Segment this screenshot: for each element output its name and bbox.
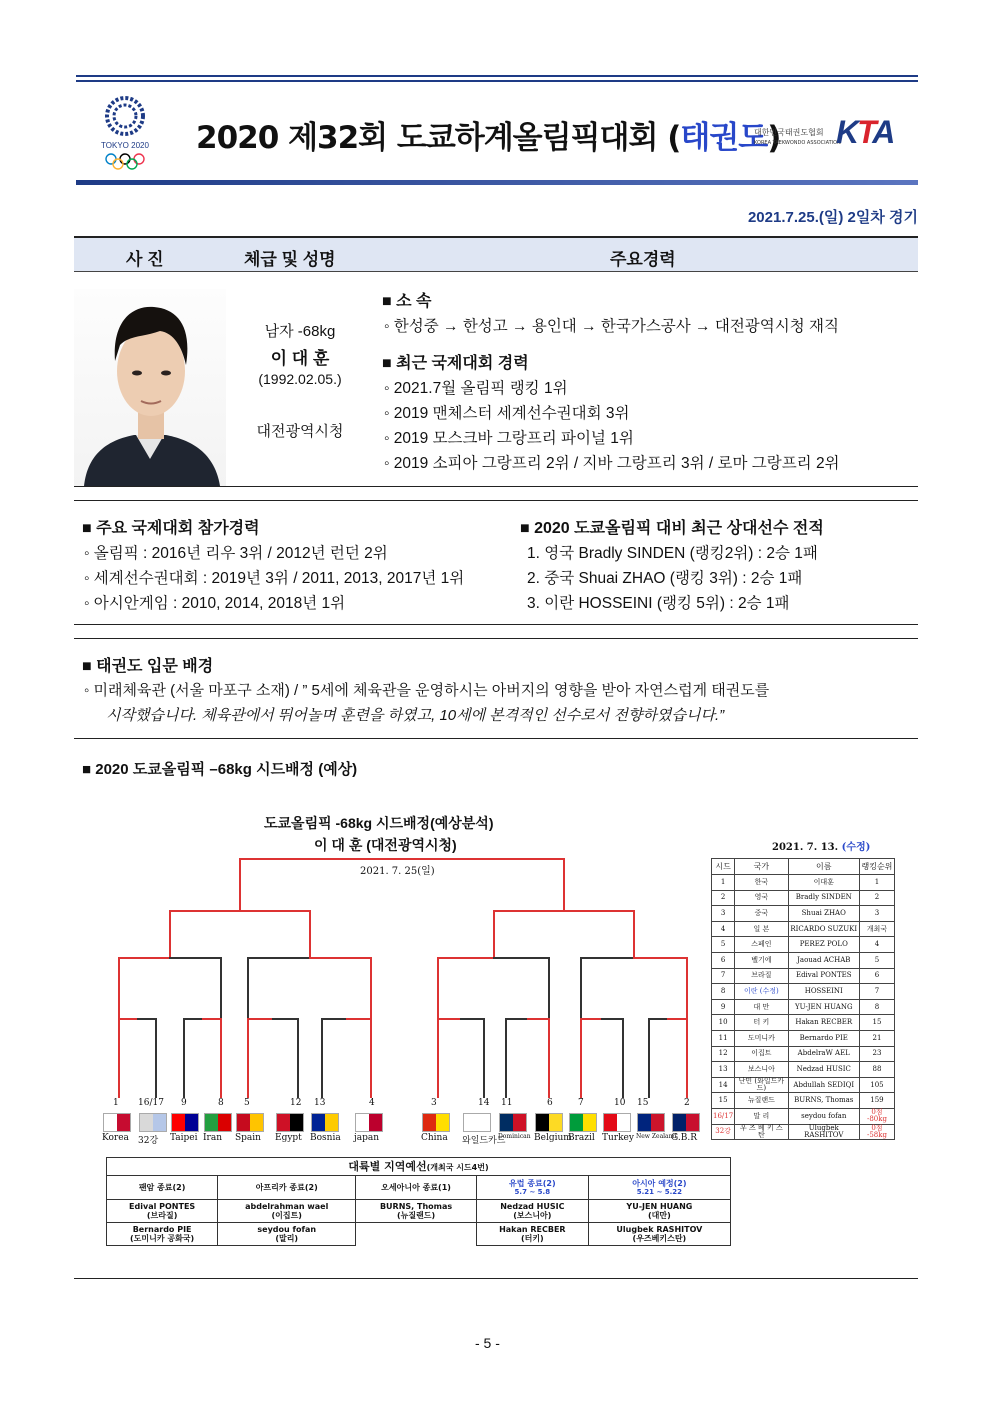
recent-intl-title: ■ 최근 국제대회 경력 xyxy=(382,355,529,372)
seed-number: 12 xyxy=(290,1098,302,1108)
seed-table-cell: 8 xyxy=(712,984,735,1000)
bracket-join-line xyxy=(247,1018,272,1020)
bracket-round3-line xyxy=(633,910,635,957)
seed-table-cell: 14 xyxy=(712,1077,735,1093)
seed-table-cell: 5 xyxy=(712,937,735,953)
seed-table-cell: 대 만 xyxy=(735,999,788,1015)
tokyo-logo-text: TOKYO 2020 xyxy=(101,141,149,150)
kta-korean: 대한민국태권도협회 xyxy=(754,128,824,137)
regional-header-date: 5.21 ~ 5.22 xyxy=(636,1187,683,1196)
regional-cell xyxy=(356,1200,477,1223)
seed-table xyxy=(711,858,895,1140)
bracket-join-line xyxy=(202,1018,223,1020)
seed-table-cell: 7 xyxy=(712,968,735,984)
seed-table-cell: 우 즈 베 키 스 탄 xyxy=(735,1124,788,1140)
opponents-title: ■ 2020 도쿄올림픽 대비 최근 상대선수 전적 xyxy=(520,520,824,537)
seed-table-cell: 벨기에 xyxy=(735,952,788,968)
seed-table-cell: 말 리 xyxy=(735,1108,788,1124)
major-intl-item: ◦ 올림픽 : 2016년 리우 3위 / 2012년 런던 2위 xyxy=(84,545,388,562)
regional-athlete: seydou fofan xyxy=(257,1225,317,1234)
bracket-round2-join xyxy=(247,957,309,959)
seed-table-cell: 3 xyxy=(712,906,735,922)
seed-table-cell: 스페인 xyxy=(735,937,788,953)
seed-table-row xyxy=(712,1030,895,1046)
regional-athlete: Bernardo PIE xyxy=(132,1225,192,1234)
country-flag-icon xyxy=(463,1113,491,1132)
bracket-leaf-line xyxy=(297,1018,299,1098)
recent-intl-item: ◦ 2021.7월 올림픽 랭킹 1위 xyxy=(384,380,568,397)
seed-table-cell: 6 xyxy=(712,952,735,968)
regional-header-cell xyxy=(588,1176,730,1200)
seed-table-row xyxy=(712,906,895,922)
bracket-leaf-line xyxy=(247,1018,249,1098)
regional-country: (뉴질랜드) xyxy=(396,1211,436,1220)
regional-title: 대륙별 지역예선 xyxy=(348,1159,427,1173)
seed-table-cell: 8 xyxy=(859,999,894,1015)
seed-table-header-cell: 시드 xyxy=(712,859,735,875)
recent-intl-item: ◦ 2019 모스크바 그랑프리 파이널 1위 xyxy=(384,430,634,447)
country-label: New Zealand xyxy=(636,1133,677,1140)
bracket-round2-line xyxy=(580,957,582,1018)
seed-table-cell: 15 xyxy=(712,1093,735,1109)
seed-table-cell: 16/17 xyxy=(712,1108,735,1124)
country-label: Turkey xyxy=(602,1133,634,1143)
regional-cell xyxy=(218,1223,356,1246)
country-flag-icon xyxy=(311,1113,339,1132)
seed-table-cell: 7 xyxy=(859,984,894,1000)
major-intl-title: ■ 주요 국제대회 참가경력 xyxy=(82,520,260,537)
seed-number: 5 xyxy=(244,1098,250,1108)
regional-qualifier-table xyxy=(106,1157,731,1246)
seed-table-cell: Jaouad ACHAB xyxy=(788,952,859,968)
page-title xyxy=(196,112,780,157)
seed-table-cell: 12 xyxy=(712,1046,735,1062)
bracket-leaf-line xyxy=(220,1018,222,1098)
seed-table-cell: Shuai ZHAO xyxy=(788,906,859,922)
bracket-round3-line xyxy=(493,910,495,957)
major-intl-item: ◦ 아시안게임 : 2010, 2014, 2018년 1위 xyxy=(84,595,346,612)
country-flag-icon xyxy=(276,1113,304,1132)
regional-header-cell xyxy=(476,1176,588,1200)
bracket-join-line xyxy=(460,1018,485,1020)
divider xyxy=(74,500,918,501)
bracket-leaf-line xyxy=(622,1018,624,1098)
country-flag-icon xyxy=(422,1113,450,1132)
divider xyxy=(74,624,918,625)
kta-name xyxy=(754,128,841,148)
regional-country: (브라질) xyxy=(146,1211,178,1220)
bracket-round3-join xyxy=(493,910,636,912)
regional-cell xyxy=(107,1200,218,1223)
seed-table-cell: 이대훈 xyxy=(788,875,859,891)
bracket-final-line xyxy=(239,858,241,910)
seed-table-row xyxy=(712,1077,895,1093)
bracket-final-join xyxy=(239,858,565,860)
seed-table-header-cell: 랭킹순위 xyxy=(859,859,894,875)
seed-table-cell: HOSSEINI xyxy=(788,984,859,1000)
seed-table-cell: Abdullah SEDIQI xyxy=(788,1077,859,1093)
seeding-title: ■ 2020 도쿄올림픽 –68kg 시드배정 (예상) xyxy=(82,761,358,778)
seed-table-cell: BURNS, Thomas xyxy=(788,1093,859,1109)
bracket-round3-line xyxy=(309,910,311,957)
country-label: G.B.R xyxy=(671,1133,697,1143)
seed-table-cell: 뉴질랜드 xyxy=(735,1093,788,1109)
seed-table-cell: Nedzad HUSIC xyxy=(788,1062,859,1078)
regional-header-cell xyxy=(218,1176,356,1200)
seed-table-header-cell: 국가 xyxy=(735,859,788,875)
match-date: 2021.7.25.(일) 2일차 경기 xyxy=(747,209,918,226)
regional-header-row xyxy=(107,1176,731,1200)
seed-number: 4 xyxy=(369,1098,375,1108)
seed-table-cell: 보스니아 xyxy=(735,1062,788,1078)
bracket-join-line xyxy=(321,1018,346,1020)
bracket-round2-join xyxy=(309,957,373,959)
regional-title-note: (개최국 시드4번) xyxy=(426,1162,489,1172)
seed-table-cell: 이란 (수정) xyxy=(735,984,788,1000)
regional-cell xyxy=(476,1223,588,1246)
bracket-round2-join xyxy=(633,957,688,959)
seed-table-cell: RICARDO SUZUKI xyxy=(788,921,859,937)
seed-table-cell: 도미니카 xyxy=(735,1030,788,1046)
country-label: 32강 xyxy=(138,1136,159,1146)
bracket-date: 2021. 7. 25(일) xyxy=(360,866,435,877)
bracket-leaf-line xyxy=(686,1018,688,1098)
seed-number: 10 xyxy=(614,1098,626,1108)
seed-table-header-cell: 이름 xyxy=(788,859,859,875)
bracket-subtitle: 이 대 훈 (대전광역시청) xyxy=(314,837,457,853)
regional-cell xyxy=(356,1223,477,1246)
seed-table-cell: 11 xyxy=(712,1030,735,1046)
page-number: - 5 - xyxy=(475,1335,500,1351)
seed-number: 3 xyxy=(431,1098,437,1108)
bracket-leaf-line xyxy=(648,1018,650,1098)
major-intl-item: ◦ 세계선수권대회 : 2019년 3위 / 2011, 2013, 2017년 1위 xyxy=(84,570,465,587)
seed-table-row xyxy=(712,1108,895,1124)
country-flag-icon xyxy=(499,1113,527,1132)
divider xyxy=(74,486,918,487)
bracket-join-line xyxy=(667,1018,688,1020)
opponent-item: 1. 영국 Bradly SINDEN (랭킹2위) : 2승 1패 xyxy=(527,545,818,562)
seed-number: 1 xyxy=(113,1098,119,1108)
bracket-join-line xyxy=(137,1018,158,1020)
background-line2: 시작했습니다. 체육관에서 뛰어놀며 훈련을 하였고, 10세에 본격적인 선수로서 전향하였습니다.” xyxy=(106,707,725,724)
bracket-round2-join xyxy=(437,957,493,959)
bracket-leaf-line xyxy=(437,1018,439,1098)
header-top-rule-2 xyxy=(76,80,918,82)
seed-table-row xyxy=(712,921,895,937)
seed-number: 14 xyxy=(478,1098,490,1108)
seed-table-cell: 23 xyxy=(859,1046,894,1062)
seed-number: 6 xyxy=(547,1098,553,1108)
country-label: Egypt xyxy=(275,1133,302,1143)
weight-class: 남자 -68kg xyxy=(264,323,336,340)
regional-athlete: Edival PONTES xyxy=(129,1202,196,1211)
seed-table-cell: 6 xyxy=(859,968,894,984)
seed-table-cell: Hakan RECBER xyxy=(788,1015,859,1031)
bracket-join-line xyxy=(118,1018,137,1020)
affiliation-path: ◦ 한성중 → 한성고 → 용인대 → 한국가스공사 → 대전광역시청 재직 xyxy=(384,318,839,335)
country-label: China xyxy=(421,1133,448,1143)
kta-logo: KTA xyxy=(836,114,894,150)
seed-table-row xyxy=(712,875,895,891)
seed-number: 11 xyxy=(501,1098,513,1108)
regional-cell xyxy=(588,1223,730,1246)
bracket-round2-line xyxy=(118,957,120,1018)
seed-table-cell: 105 xyxy=(859,1077,894,1093)
title-main: 2020 제32회 도쿄하계올림픽대회 ( xyxy=(196,120,681,156)
bracket-round2-line xyxy=(548,957,550,1018)
athlete-birth: (1992.02.05.) xyxy=(258,371,342,387)
regional-country: (말리) xyxy=(275,1234,299,1243)
country-label: Taipei xyxy=(170,1133,198,1143)
bracket-final-line xyxy=(563,858,565,910)
country-label: Dominican xyxy=(498,1133,531,1140)
seed-table-row xyxy=(712,890,895,906)
bracket-update-date xyxy=(772,838,870,853)
bracket-leaf-line xyxy=(483,1018,485,1098)
seed-table-cell: 브라질 xyxy=(735,968,788,984)
country-flag-icon xyxy=(171,1113,199,1132)
regional-cell xyxy=(107,1223,218,1246)
regional-header-label: 유럽 종료(2) xyxy=(509,1178,556,1188)
seed-table-cell: 3 xyxy=(859,906,894,922)
athlete-team: 대전광역시청 xyxy=(256,423,344,440)
regional-header-label: 아시아 예정(2) xyxy=(632,1178,687,1188)
seed-table-row xyxy=(712,1046,895,1062)
regional-athlete: abdelrahman wael xyxy=(245,1202,329,1211)
background-title: ■ 태권도 입문 배경 xyxy=(82,658,214,675)
country-flag-icon xyxy=(569,1113,597,1132)
bracket-join-line xyxy=(183,1018,202,1020)
athlete-photo xyxy=(74,289,226,486)
profile-table-header xyxy=(74,236,918,272)
update-note: (수정) xyxy=(841,842,871,853)
country-label: Korea xyxy=(102,1133,129,1143)
seed-table-cell: seydou fofan xyxy=(788,1108,859,1124)
regional-title-cell xyxy=(107,1158,731,1176)
seed-table-cell: 터 키 xyxy=(735,1015,788,1031)
seed-table-cell: 159 xyxy=(859,1093,894,1109)
country-label: Spain xyxy=(235,1133,261,1143)
bracket-round2-join xyxy=(169,957,222,959)
seed-number: 13 xyxy=(314,1098,326,1108)
regional-country: (대만) xyxy=(647,1211,671,1220)
regional-country: (이집트) xyxy=(271,1211,302,1220)
regional-cell xyxy=(588,1200,730,1223)
affiliation-title: ■ 소 속 xyxy=(382,293,432,310)
country-flag-icon xyxy=(355,1113,383,1132)
regional-header-cell xyxy=(107,1176,218,1200)
seed-table-cell: 0점 -58kg xyxy=(859,1124,894,1140)
regional-country: (도미니카 공화국) xyxy=(130,1234,195,1243)
divider xyxy=(74,1278,918,1279)
country-label: Iran xyxy=(203,1133,223,1143)
seed-table-cell: 5 xyxy=(859,952,894,968)
bracket-leaf-line xyxy=(580,1018,582,1098)
divider xyxy=(74,638,918,639)
bracket-round2-join xyxy=(118,957,169,959)
seed-table-cell: 4 xyxy=(859,937,894,953)
country-flag-icon xyxy=(535,1113,563,1132)
country-flag-icon xyxy=(236,1113,264,1132)
seed-table-row xyxy=(712,1015,895,1031)
bracket-leaf-line xyxy=(505,1018,507,1098)
seed-number: 2 xyxy=(684,1098,690,1108)
bracket-leaf-line xyxy=(321,1018,323,1098)
bracket-join-line xyxy=(437,1018,460,1020)
background-line1: ◦ 미래체육관 (서울 마포구 소재) / ” 5세에 체육관을 운영하시는 아버지의 영향을 받아 자연스럽게 태권도를 xyxy=(84,682,770,699)
seed-table-cell: 9 xyxy=(712,999,735,1015)
bracket-round2-line xyxy=(437,957,439,1018)
seed-table-cell: 이집트 xyxy=(735,1046,788,1062)
bracket-round2-line xyxy=(686,957,688,1018)
bracket-round3-join xyxy=(169,910,311,912)
seed-table-cell: Edival PONTES xyxy=(788,968,859,984)
bracket-leaf-line xyxy=(118,1018,120,1098)
bracket-join-line xyxy=(601,1018,624,1020)
bracket-title: 도쿄올림픽 -68kg 시드배정(예상분석) xyxy=(264,815,494,831)
opponent-item: 3. 이란 HOSSEINI (랭킹 5위) : 2승 1패 xyxy=(527,595,790,612)
seed-table-cell: 15 xyxy=(859,1015,894,1031)
bracket-join-line xyxy=(505,1018,527,1020)
seed-table-header xyxy=(712,859,895,875)
seed-table-cell: 한국 xyxy=(735,875,788,891)
regional-row xyxy=(107,1200,731,1223)
seed-table-cell: 2 xyxy=(712,890,735,906)
regional-header-date: 5.7 ~ 5.8 xyxy=(514,1187,551,1196)
update-date: 2021. 7. 13. xyxy=(772,842,842,853)
seed-table-cell: 10 xyxy=(712,1015,735,1031)
bracket-join-line xyxy=(346,1018,373,1020)
regional-athlete: YU-JEN HUANG xyxy=(626,1202,693,1211)
bracket-leaf-line xyxy=(183,1018,185,1098)
regional-country: (보스니아) xyxy=(513,1211,552,1220)
seed-table-cell: 13 xyxy=(712,1062,735,1078)
seed-table-row xyxy=(712,968,895,984)
opponent-item: 2. 중국 Shuai ZHAO (랭킹 3위) : 2승 1패 xyxy=(527,570,803,587)
regional-header-label: 오세아니아 종료(1) xyxy=(381,1183,451,1192)
seed-table-cell: 21 xyxy=(859,1030,894,1046)
seed-table-cell: 중국 xyxy=(735,906,788,922)
seed-table-cell: 개최국 xyxy=(859,921,894,937)
col-career: 주요경력 xyxy=(610,250,676,269)
regional-cell xyxy=(476,1200,588,1223)
seed-table-cell: 1 xyxy=(712,875,735,891)
seed-table-row xyxy=(712,999,895,1015)
seed-table-row xyxy=(712,1093,895,1109)
seed-number: 15 xyxy=(637,1098,649,1108)
bracket-leaf-line xyxy=(548,1018,550,1098)
seed-table-cell: Bernardo PIE xyxy=(788,1030,859,1046)
bracket-leaf-line xyxy=(155,1018,157,1098)
country-flag-icon xyxy=(603,1113,631,1132)
regional-athlete: Ulugbek RASHITOV xyxy=(616,1225,703,1234)
bracket-round2-join xyxy=(493,957,551,959)
seed-table-cell: Ulugbek RASHITOV xyxy=(788,1124,859,1140)
title-highlight: 태권도 xyxy=(680,120,768,156)
bracket-round2-join xyxy=(580,957,633,959)
seed-table-row xyxy=(712,1124,895,1140)
regional-athlete: Hakan RECBER xyxy=(499,1225,566,1234)
seed-table-cell: 2 xyxy=(859,890,894,906)
regional-row xyxy=(107,1223,731,1246)
regional-athlete: Nedzad HUSIC xyxy=(500,1202,565,1211)
country-flag-icon xyxy=(103,1113,131,1132)
seed-table-cell: 32강 xyxy=(712,1124,735,1140)
divider xyxy=(74,738,918,739)
regional-header-label: 팬암 종료(2) xyxy=(138,1183,186,1192)
regional-cell xyxy=(218,1200,356,1223)
country-label: 와일드카드 xyxy=(462,1136,506,1146)
seed-table-cell: PEREZ POLO xyxy=(788,937,859,953)
regional-country: (터키) xyxy=(520,1234,544,1243)
bracket-round2-line xyxy=(370,957,372,1018)
regional-country: (우즈베키스탄) xyxy=(632,1234,687,1243)
bracket-join-line xyxy=(580,1018,601,1020)
seed-table-cell: 영국 xyxy=(735,890,788,906)
seed-table-cell: 난민 (와일드카드) xyxy=(735,1077,788,1093)
seed-table-cell: AbdelraW AEL xyxy=(788,1046,859,1062)
athlete-name: 이 대 훈 xyxy=(270,349,330,368)
bracket-leaf-line xyxy=(370,1018,372,1098)
bracket-round2-line xyxy=(220,957,222,1018)
bracket-round3-line xyxy=(169,910,171,957)
seed-table-row xyxy=(712,952,895,968)
header-top-rule xyxy=(76,75,918,77)
header-bottom-rule xyxy=(76,180,918,185)
seed-table-cell: 4 xyxy=(712,921,735,937)
seed-table-cell: 1 xyxy=(859,875,894,891)
recent-intl-item: ◦ 2019 소피아 그랑프리 2위 / 지바 그랑프리 3위 / 로마 그랑프리 2위 xyxy=(384,455,840,472)
seed-table-row xyxy=(712,1062,895,1078)
country-flag-icon xyxy=(672,1113,700,1132)
country-label: Belgium xyxy=(534,1133,572,1143)
country-label: Bosnia xyxy=(310,1133,341,1143)
regional-header-label: 아프리카 종료(2) xyxy=(255,1183,318,1192)
col-class-name: 체급 및 성명 xyxy=(244,250,336,269)
bracket-join-line xyxy=(648,1018,667,1020)
bracket-round2-line xyxy=(247,957,249,1018)
seed-table-cell: 88 xyxy=(859,1062,894,1078)
title-end: ) xyxy=(767,120,781,156)
seed-table-row xyxy=(712,984,895,1000)
recent-intl-item: ◦ 2019 맨체스터 세계선수권대회 3위 xyxy=(384,405,630,422)
regional-athlete: BURNS, Thomas xyxy=(379,1202,453,1211)
seed-table-cell: YU-JEN HUANG xyxy=(788,999,859,1015)
seed-table-row xyxy=(712,937,895,953)
country-flag-icon xyxy=(637,1113,665,1132)
regional-header-cell xyxy=(356,1176,477,1200)
country-label: japan xyxy=(354,1133,380,1143)
seed-number: 8 xyxy=(218,1098,224,1108)
country-flag-icon xyxy=(204,1113,232,1132)
seed-number: 7 xyxy=(578,1098,584,1108)
tokyo-2020-logo xyxy=(92,90,158,176)
seed-number: 9 xyxy=(181,1098,187,1108)
seed-table-cell: 0점 -80kg xyxy=(859,1108,894,1124)
seed-table-cell: 일 본 xyxy=(735,921,788,937)
bracket-join-line xyxy=(527,1018,551,1020)
country-flag-icon xyxy=(139,1113,167,1132)
col-photo: 사 진 xyxy=(126,250,164,269)
seed-table-cell: Bradly SINDEN xyxy=(788,890,859,906)
bracket-join-line xyxy=(272,1018,299,1020)
seed-number: 16/17 xyxy=(138,1098,164,1108)
country-label: Brazil xyxy=(568,1133,595,1143)
kta-english: KOREA TAEKWONDO ASSOCIATION xyxy=(754,140,841,146)
